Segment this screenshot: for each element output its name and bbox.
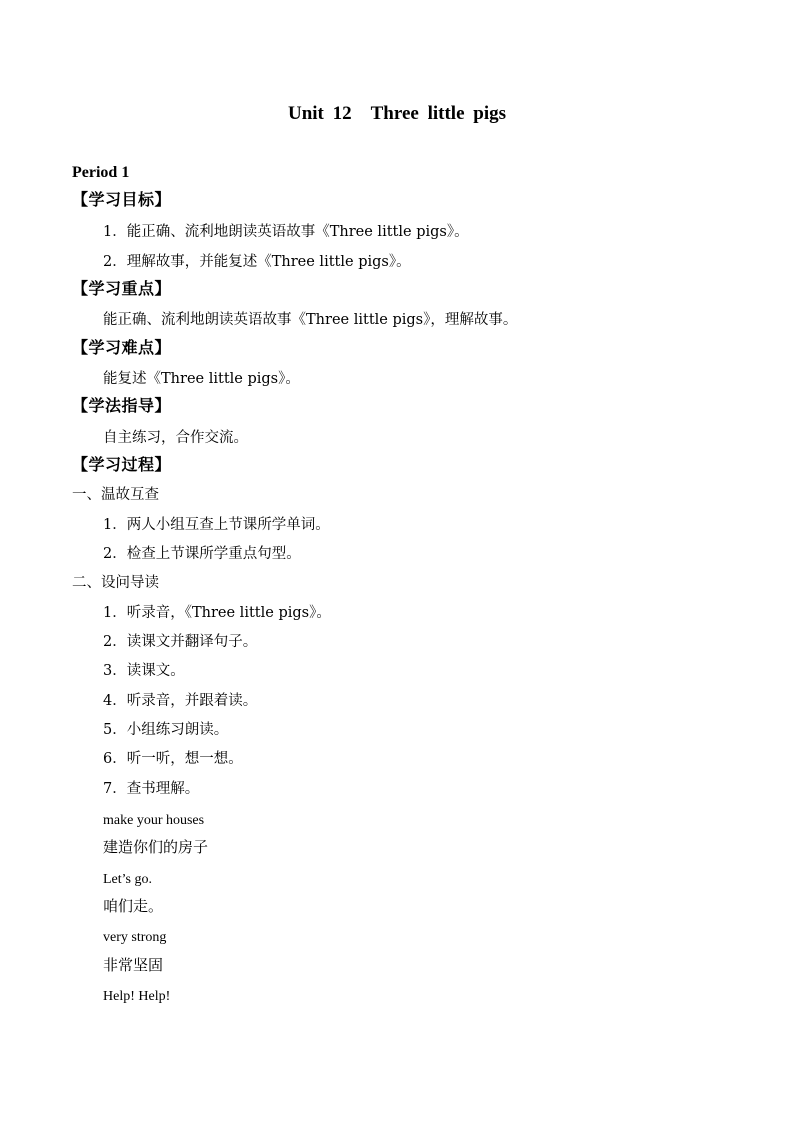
phrase-english: Let’s go. [103,872,152,887]
difficulties-text: 能复述《Three little pigs》。 [103,371,300,387]
section-heading-difficulties: 【学习难点】 [72,338,172,357]
phrase-english: very strong [103,930,167,945]
process-part2-item: 7．查书理解。 [103,781,200,797]
section-heading-method: 【学法指导】 [72,396,172,415]
phrase-chinese: 非常坚固 [103,956,164,974]
section-heading-process: 【学习过程】 [72,455,172,474]
process-part2-item: 3．读课文。 [103,663,185,679]
process-part2-item: 2．读课文并翻译句子。 [103,634,258,650]
process-part1-item: 2．检查上节课所学重点句型。 [103,546,301,562]
section-heading-goals: 【学习目标】 [72,190,172,209]
phrase-english: Help! Help! [103,989,171,1004]
process-part2-item: 5．小组练习朗读。 [103,722,229,738]
process-part1-item: 1．两人小组互查上节课所学单词。 [103,517,330,533]
goal-item: 2．理解故事，并能复述《Three little pigs》。 [103,254,411,270]
phrase-chinese: 建造你们的房子 [103,838,209,856]
process-part2-heading: 二、设问导读 [72,575,159,591]
phrase-chinese: 咱们走。 [103,897,164,915]
method-text: 自主练习，合作交流。 [103,430,248,446]
period-heading: Period 1 [72,164,130,181]
key-points-text: 能正确、流利地朗读英语故事《Three little pigs》，理解故事。 [103,312,518,328]
process-part2-item: 6．听一听，想一想。 [103,751,243,767]
section-heading-key-points: 【学习重点】 [72,279,172,298]
phrase-english: make your houses [103,813,205,828]
process-part2-item: 4．听录音，并跟着读。 [103,693,258,709]
process-part1-heading: 一、温故互查 [72,487,159,503]
goal-item: 1．能正确、流利地朗读英语故事《Three little pigs》。 [103,224,469,240]
process-part2-item: 1．听录音，《Three little pigs》。 [103,605,331,621]
document-title: Unit 12 Three little pigs [287,103,506,124]
